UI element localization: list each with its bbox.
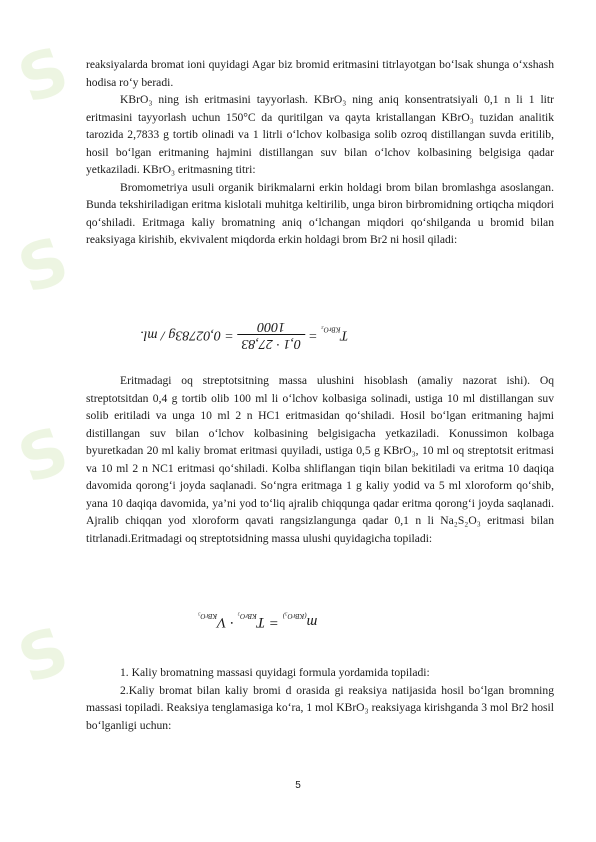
paragraph: reaksiyalarda bromat ioni quyidagi Agar biz bromid eritmasini titrlayotgan bo‘lsak shunga o‘xshash hodisa ro‘y beradi.: [86, 58, 554, 89]
fraction: 0,1 · 27,83 1000: [237, 318, 305, 351]
paragraph: KBrO₃ ning ish eritmasini tayyorlash. KBrO₃ ning aniq konsentratsiyali 0,1 n li 1 litr eritmasini tayyorlash uchun 150°C da quritilgan va qayta kristallangan KBrO₃ tuzidan analitik tarozida 2,7833 g tortib olinadi va 1 litrli o‘lchov kolbasiga solib ozroq distillangan suvda eritilib, hosil bo‘lgan eritmaning hajmini distillangan suv bilan o‘lchov kolbasining belgisiga qadar yetkaziladi. KBrO₃ eritmasning titri:: [86, 93, 554, 176]
page-number: 5: [295, 780, 301, 791]
list-item: 1. Kaliy bromatning massasi quyidagi formula yordamida topiladi:: [120, 666, 430, 679]
mass-formula: $m_{(KBrO_3)} = T_{KBrO_3} \cdot V_{KBrO_3}$: [198, 612, 318, 630]
text-block-1: [86, 56, 554, 249]
text-block-3: [86, 664, 554, 734]
watermark-logo: S: [9, 613, 79, 699]
paragraph: Bromometriya usuli organik birikmalarni erkin holdagi brom bilan bromlashga asoslangan. Bunda tekshiriladigan eritma kislotali muhitga keltirilib, unga biron birbromidning ortiqcha miqdori qo‘shiladi. Eritmaga kaliy bromatning aniq o‘lchangan miqdori qo‘shilganda u bromid bilan reaksiyaga kirishib, ekvivalent miqdorda erkin holdagi brom Br2 ni hosil qiladi:: [86, 180, 554, 246]
watermark-logo: S: [9, 223, 79, 309]
paragraph: Eritmadagi oq streptotsitning massa ulushini hisoblash (amaliy nazorat ishi). Oq streptotsitdan 0,4 g tortib olib 100 ml li o‘lchov kolbasiga solinadi, ustiga 10 ml distillangan suv solib eritiladi va unga 10 ml 2 n HC1 eritmasidan qo‘shiladi. Hosil bo‘lgan eritmaning hajmi distillangan suv bilan o‘lchov kolbasining belgisigacha yetkaziladi. Konussimon kolbaga byuretkadan 20 ml kaliy bromat eritmasi quyiladi, ustiga 0,5 g KBrO₃, 10 ml oq streptotsit eritmasi va 10 ml 2 n NC1 eritmasi qo‘shiladi. Kolba shliflangan tiqin bilan bekitiladi va eritma 10 daqiqa davomida qorong‘i joyda saqlanadi. So‘ngra eritmaga 1 g kaliy yodid va 5 ml xloroform qo‘shib, yana 10 daqiqa davomida, ya’ni yod to‘liq ajralib chiqqunga qadar eritma qorong‘i joyda saqlanadi. Ajralib chiqqan yod xloroform qavati rangsizlangunga qadar 0,1 n li Na₂S₂O₃ eritmasi bilan titrlanadi.Eritmadagi oq streptotsidning massa ulushi quyidagicha topiladi:: [86, 374, 554, 545]
watermark-logo: S: [9, 413, 79, 499]
text-block-2: [86, 372, 554, 547]
titre-formula: $T_{KBrO_3}$ = 0,1 · 27,83 1000 = 0,02783g / ml.: [140, 319, 349, 351]
watermark-logo: S: [9, 33, 79, 119]
list-item: 2.Kaliy bromat bilan kaliy bromi d orasida gi reaksiya natijasida hosil bo‘lgan bromning massasi topiladi. Reaksiya tenglamasiga ko‘ra, 1 mol KBrO₃ reaksiyaga kirishganda 3 mol Br2 hosil bo‘lganligi uchun:: [86, 683, 554, 732]
